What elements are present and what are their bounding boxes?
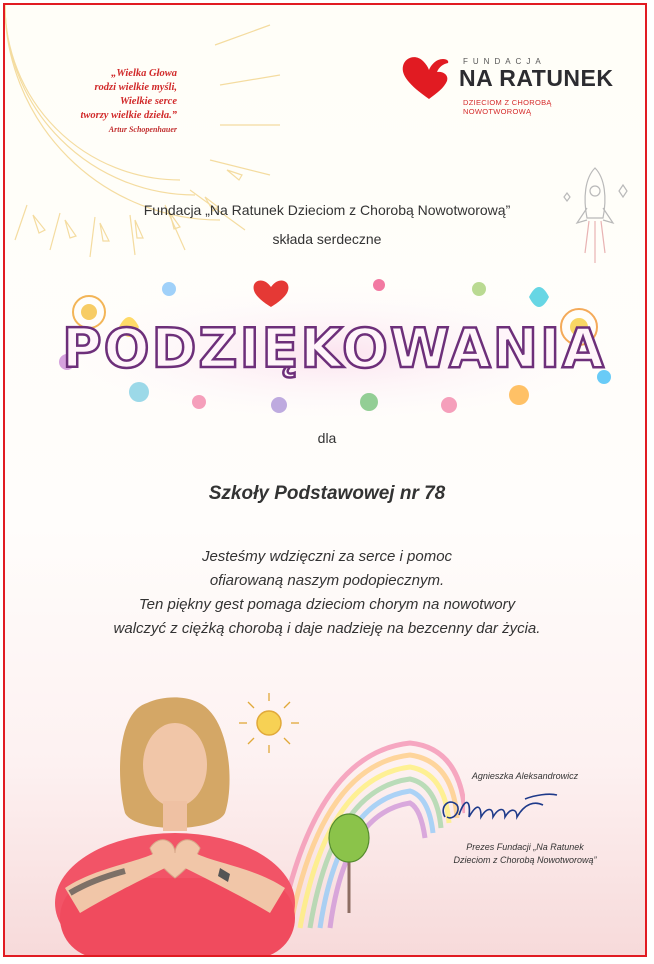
signer-name: Agnieszka Aleksandrowicz xyxy=(471,771,579,781)
thanks-banner xyxy=(49,267,619,417)
handwritten-signature xyxy=(425,787,565,829)
heart-logo-icon xyxy=(399,53,459,103)
message-line: Ten piękny gest pomaga dzieciom chorym na nowotwory xyxy=(138,596,516,613)
for-word: dla xyxy=(317,430,337,446)
quote-line: tworzy wielkie dzieła.” xyxy=(80,110,177,121)
quote xyxy=(57,67,177,137)
foundation-logo xyxy=(399,53,619,116)
intro-line-2: składa serdeczne xyxy=(272,231,382,247)
rocket-sketch xyxy=(557,163,637,273)
quote-author: Artur Schopenhauer xyxy=(108,125,177,134)
banner-title: PODZIĘKOWANIA xyxy=(62,317,606,380)
message-line: ofiarowaną naszym podopiecznym. xyxy=(209,572,445,589)
message-line: walczyć z ciężką chorobą i daje nadzieję na bezcenny dar życia. xyxy=(113,620,541,637)
quote-line: rodzi wielkie myśli, xyxy=(94,82,177,93)
logo-name: NA RATUNEK xyxy=(459,65,614,91)
message-line: Jesteśmy wdzięczni za serce i pomoc xyxy=(201,548,453,565)
signer-title-line: Prezes Fundacji „Na Ratunek xyxy=(466,842,584,852)
certificate-frame xyxy=(3,3,647,957)
signature-block xyxy=(425,771,625,867)
quote-line: Wielkie serce xyxy=(119,96,177,107)
logo-top-text: FUNDACJA xyxy=(463,57,546,66)
quote-line: „Wielka Głowa xyxy=(111,68,177,79)
message xyxy=(5,545,647,641)
sun-sketch xyxy=(239,693,299,753)
recipient-name: Szkoły Podstawowej nr 78 xyxy=(208,483,446,504)
intro-line-1: Fundacja „Na Ratunek Dzieciom z Chorobą Nowotworową” xyxy=(143,202,511,218)
signer-title xyxy=(425,841,625,867)
woman-photo xyxy=(55,697,295,957)
photo-with-rainbow xyxy=(25,673,465,957)
logo-subtitle: DZIECIOM Z CHOROBĄ NOWOTWOROWĄ xyxy=(463,98,552,116)
signer-title-line: Dzieciom z Chorobą Nowotworową” xyxy=(453,855,597,865)
